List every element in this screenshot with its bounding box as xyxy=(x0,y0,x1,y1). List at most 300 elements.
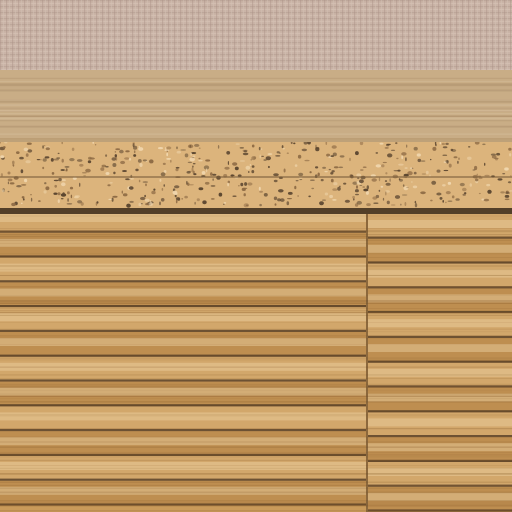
granite-speckle xyxy=(492,155,497,158)
granite-speckle xyxy=(332,188,337,191)
granite-speckle xyxy=(288,192,293,195)
granite-speckle xyxy=(343,183,346,185)
plank-highlight xyxy=(368,270,512,278)
granite-speckle xyxy=(470,183,472,187)
deck-grain-line xyxy=(0,510,512,511)
granite-speckle xyxy=(406,187,409,188)
deck-grain-line xyxy=(0,456,512,457)
granite-speckle xyxy=(444,170,449,171)
granite-speckle xyxy=(298,173,303,176)
granite-speckle xyxy=(406,145,407,148)
granite-speckle xyxy=(357,201,362,205)
granite-speckle xyxy=(413,186,417,189)
granite-speckle xyxy=(324,171,327,172)
granite-speckle xyxy=(72,148,75,151)
deck-grain-line xyxy=(0,286,512,287)
wood-grain-line xyxy=(0,90,512,92)
plank-groove xyxy=(0,404,366,406)
granite-speckle xyxy=(27,143,32,145)
granite-speckle xyxy=(484,199,489,202)
granite-speckle xyxy=(390,178,391,182)
granite-speckle xyxy=(65,166,70,168)
granite-speckle xyxy=(318,173,320,177)
plank-highlight xyxy=(368,319,512,327)
granite-speckle xyxy=(190,153,192,156)
granite-speckle xyxy=(219,193,223,197)
granite-speckle xyxy=(0,155,4,158)
granite-speckle xyxy=(79,183,80,187)
granite-speckle xyxy=(334,166,339,168)
deck-grain-line xyxy=(0,216,512,217)
granite-speckle xyxy=(311,188,314,189)
deck-grain-line xyxy=(0,428,512,429)
plank-seam xyxy=(366,214,368,512)
granite-speckle xyxy=(445,160,448,163)
deck-grain-line xyxy=(0,485,512,486)
granite-speckle xyxy=(405,202,407,206)
granite-speckle xyxy=(436,193,441,196)
granite-speckle xyxy=(379,190,381,192)
deck-grain-line xyxy=(0,329,512,330)
granite-speckle xyxy=(61,198,64,199)
granite-speckle xyxy=(337,187,341,191)
deck-grain-line xyxy=(0,454,512,455)
granite-speckle xyxy=(126,204,131,208)
deck-grain-line xyxy=(0,396,512,397)
granite-speckle xyxy=(129,186,134,190)
plank-highlight xyxy=(368,245,512,253)
granite-speckle xyxy=(8,179,13,182)
granite-speckle xyxy=(246,166,251,170)
deck-grain-line xyxy=(0,488,512,489)
plank-groove xyxy=(368,410,512,412)
granite-speckle xyxy=(322,167,326,169)
granite-speckle xyxy=(192,166,194,168)
granite-speckle xyxy=(42,145,44,149)
granite-speckle xyxy=(243,153,249,156)
granite-speckle xyxy=(275,203,277,206)
granite-speckle xyxy=(315,166,318,168)
deck-grain-line xyxy=(0,257,512,258)
granite-speckle xyxy=(11,203,16,206)
granite-speckle xyxy=(251,159,252,160)
granite-speckle xyxy=(176,146,178,149)
granite-speckle xyxy=(240,183,243,186)
granite-speckle xyxy=(372,196,377,199)
granite-speckle xyxy=(69,158,74,161)
granite-speckle xyxy=(467,157,472,160)
granite-speckle xyxy=(211,185,216,186)
granite-speckle xyxy=(66,168,68,171)
wood-grain-line xyxy=(0,104,512,106)
granite-speckle xyxy=(448,182,451,185)
granite-speckle xyxy=(61,182,66,186)
deck-grain-line xyxy=(0,481,512,482)
granite-speckle xyxy=(297,195,298,197)
wood-grain-line xyxy=(0,126,512,127)
wood-grain-line xyxy=(0,119,512,120)
granite-speckle xyxy=(43,158,47,161)
granite-speckle xyxy=(244,193,246,196)
plank-highlight xyxy=(0,437,366,445)
deck-grain-line xyxy=(0,415,512,416)
granite-speckle xyxy=(264,193,268,197)
granite-speckle xyxy=(163,163,166,165)
granite-speckle xyxy=(502,173,505,174)
granite-speckle xyxy=(61,169,65,171)
granite-speckle xyxy=(387,153,392,157)
granite-speckle xyxy=(52,172,55,175)
plank-highlight xyxy=(368,493,512,501)
granite-speckle xyxy=(235,167,239,171)
granite-speckle xyxy=(363,166,367,168)
granite-speckle xyxy=(504,167,509,170)
granite-speckle xyxy=(308,196,311,198)
granite-speckle xyxy=(129,201,133,203)
granite-speckle xyxy=(44,190,47,193)
granite-speckle xyxy=(112,196,117,198)
granite-speckle xyxy=(123,193,128,196)
granite-speckle xyxy=(181,198,183,199)
granite-speckle xyxy=(211,198,215,200)
granite-speckle xyxy=(331,170,334,172)
granite-speckle xyxy=(138,159,142,163)
granite-speckle xyxy=(259,187,261,191)
granite-speckle xyxy=(8,191,10,192)
granite-speckle xyxy=(236,143,240,144)
granite-speckle xyxy=(261,156,264,157)
wood-grain-line xyxy=(0,113,512,115)
granite-speckle xyxy=(319,201,324,205)
deck-grain-line xyxy=(0,500,512,501)
plank-groove xyxy=(0,305,366,307)
plank-highlight xyxy=(368,369,512,377)
granite-speckle xyxy=(386,144,391,145)
deck-grain-line xyxy=(0,301,512,302)
wood-grain-line xyxy=(0,110,512,112)
granite-speckle xyxy=(294,186,296,190)
granite-speckle xyxy=(496,153,500,156)
granite-speckle xyxy=(140,197,145,200)
granite-speckle xyxy=(164,150,169,152)
granite-speckle xyxy=(401,155,403,159)
deck-grain-line xyxy=(0,266,512,267)
wood-grain-line xyxy=(0,88,512,89)
granite-speckle xyxy=(19,157,24,160)
granite-speckle xyxy=(432,147,436,151)
light-wood-svg xyxy=(0,70,512,142)
deck-grain-line xyxy=(0,505,512,506)
granite-speckle xyxy=(70,187,73,190)
granite-speckle xyxy=(62,192,65,196)
granite-speckle xyxy=(138,203,141,207)
wood-grain-line xyxy=(0,99,512,101)
plank-highlight xyxy=(368,418,512,426)
granite-speckle xyxy=(150,200,151,202)
granite-speckle xyxy=(329,195,333,198)
granite-speckle xyxy=(185,153,189,157)
granite-speckle xyxy=(138,147,143,151)
wood-grain-line xyxy=(0,85,512,87)
granite-speckle xyxy=(415,203,417,207)
granite-speckle xyxy=(402,195,407,196)
granite-speckle xyxy=(194,144,199,147)
deck-grain-line xyxy=(0,452,512,453)
granite-speckle xyxy=(383,162,387,163)
granite-speckle xyxy=(332,145,337,149)
granite-speckle xyxy=(24,148,29,152)
granite-speckle xyxy=(505,195,510,198)
granite-speckle xyxy=(30,194,32,195)
deck-grain-line xyxy=(0,315,512,316)
granite-speckle xyxy=(145,183,147,186)
deck-grain-line xyxy=(0,310,512,311)
granite-speckle xyxy=(174,185,179,188)
granite-speckle xyxy=(339,186,341,187)
plank-groove xyxy=(0,429,366,431)
granite-speckle xyxy=(356,185,358,189)
granite-speckle xyxy=(79,164,83,167)
granite-speckle xyxy=(394,170,399,171)
granite-speckle xyxy=(159,202,161,206)
plank-groove xyxy=(0,379,366,381)
plank-groove xyxy=(0,355,366,357)
deck-grain-line xyxy=(0,275,512,276)
granite-speckle xyxy=(112,198,114,202)
granite-speckle xyxy=(54,159,59,161)
granite-speckle xyxy=(21,169,24,173)
granite-speckle xyxy=(58,178,62,181)
granite-speckle xyxy=(151,191,155,195)
granite-speckle xyxy=(440,197,443,200)
granite-speckle xyxy=(193,173,196,175)
granite-speckle xyxy=(435,144,437,147)
granite-speckle xyxy=(88,160,91,163)
granite-speckle xyxy=(404,186,409,190)
granite-speckle xyxy=(295,164,298,167)
granite-speckle xyxy=(452,195,455,198)
granite-speckle xyxy=(457,161,459,164)
wood-decking-texture xyxy=(0,214,512,512)
deck-grain-line xyxy=(0,253,512,254)
granite-speckle xyxy=(360,169,364,171)
granite-speckle xyxy=(277,151,280,153)
granite-speckle xyxy=(349,158,351,161)
granite-speckle xyxy=(414,172,417,175)
granite-speckle xyxy=(240,160,245,161)
deck-grain-line xyxy=(0,367,512,368)
granite-speckle xyxy=(398,164,403,166)
granite-speckle xyxy=(468,146,470,147)
granite-speckle xyxy=(463,194,466,196)
granite-speckle xyxy=(442,143,445,145)
granite-speckle xyxy=(82,172,87,174)
granite-speckle xyxy=(129,178,134,180)
deck-grain-line xyxy=(0,332,512,333)
granite-speckle xyxy=(24,179,27,183)
granite-speckle xyxy=(218,145,219,149)
wood-grain-line xyxy=(0,118,512,120)
granite-speckle xyxy=(395,195,400,199)
granite-speckle xyxy=(21,184,26,186)
granite-speckle xyxy=(373,203,378,204)
deck-grain-line xyxy=(0,442,512,443)
granite-texture xyxy=(0,142,512,214)
granite-speckle xyxy=(45,186,49,190)
granite-speckle xyxy=(62,179,66,181)
deck-grain-line xyxy=(0,504,512,505)
granite-speckle xyxy=(31,198,32,202)
granite-speckle xyxy=(261,148,263,150)
granite-speckle xyxy=(205,182,210,185)
granite-speckle xyxy=(161,172,166,176)
granite-speckle xyxy=(8,181,9,184)
granite-speckle xyxy=(298,155,301,159)
granite-speckle xyxy=(380,143,384,145)
granite-speckle xyxy=(106,172,110,175)
granite-speckle xyxy=(259,147,261,150)
granite-speckle xyxy=(145,203,149,205)
granite-speckle xyxy=(304,160,309,162)
granite-speckle xyxy=(385,180,387,181)
granite-speckle xyxy=(396,158,398,159)
granite-speckle xyxy=(431,181,436,185)
granite-speckle xyxy=(321,179,324,181)
granite-speckle xyxy=(442,155,447,156)
granite-speckle xyxy=(345,200,350,203)
granite-speckle xyxy=(359,185,362,186)
deck-grain-line xyxy=(0,387,512,388)
granite-speckle xyxy=(176,167,180,169)
wood-grain-line xyxy=(0,78,512,79)
granite-speckle xyxy=(90,157,95,159)
granite-speckle xyxy=(8,172,11,175)
decking-planks xyxy=(0,214,512,512)
granite-speckle xyxy=(474,166,477,170)
deck-grain-line xyxy=(0,455,512,456)
granite-speckle xyxy=(122,191,123,194)
granite-speckle xyxy=(119,150,124,154)
granite-speckle xyxy=(100,167,104,171)
granite-speckle xyxy=(310,180,315,181)
deck-grain-line xyxy=(0,230,512,231)
granite-speckle xyxy=(198,158,200,160)
plank-highlight xyxy=(368,220,512,228)
granite-speckle xyxy=(224,167,229,170)
granite-speckle xyxy=(332,199,336,201)
granite-speckle xyxy=(115,154,117,157)
granite-speckle xyxy=(418,159,422,162)
granite-speckle xyxy=(487,190,491,194)
granite-speckle xyxy=(325,193,328,196)
granite-speckle xyxy=(391,204,396,205)
granite-speckle xyxy=(164,184,165,187)
granite-speckle xyxy=(199,148,201,149)
granite-speckle xyxy=(175,168,178,171)
granite-speckle xyxy=(113,172,115,175)
granite-speckle xyxy=(67,203,73,204)
granite-speckle xyxy=(115,151,117,153)
granite-speckle xyxy=(45,156,50,158)
granite-speckle xyxy=(458,157,460,160)
deck-grain-line xyxy=(0,228,512,229)
granite-speckle xyxy=(263,159,266,161)
granite-speckle xyxy=(414,147,418,151)
plank-highlight xyxy=(368,344,512,352)
deck-grain-line xyxy=(0,398,512,399)
granite-speckle xyxy=(198,160,202,162)
granite-speckle xyxy=(177,151,181,154)
granite-speckle xyxy=(58,199,60,203)
granite-speckle xyxy=(250,164,252,166)
granite-speckle xyxy=(505,192,510,194)
granite-speckle xyxy=(23,198,25,200)
deck-grain-line xyxy=(0,236,512,237)
granite-speckle xyxy=(213,178,214,181)
granite-speckle xyxy=(244,150,248,152)
granite-speckle xyxy=(112,163,116,167)
granite-speckle xyxy=(339,167,344,169)
granite-speckle xyxy=(437,170,441,173)
deck-grain-line xyxy=(0,300,512,301)
granite-speckle xyxy=(134,150,136,153)
deck-grain-line xyxy=(0,446,512,447)
deck-grain-line xyxy=(0,296,512,297)
granite-speckle xyxy=(53,193,57,195)
granite-speckle xyxy=(22,196,25,198)
granite-speckle xyxy=(405,157,407,161)
granite-speckle xyxy=(174,193,178,195)
deck-grain-line xyxy=(0,360,512,361)
granite-speckle xyxy=(120,161,125,164)
granite-speckle xyxy=(188,144,193,148)
deck-grain-line xyxy=(0,308,512,309)
granite-speckle xyxy=(188,184,194,185)
granite-speckle xyxy=(329,169,331,170)
granite-speckle xyxy=(395,142,397,144)
granite-speckle xyxy=(243,188,247,189)
deck-grain-line xyxy=(0,390,512,391)
plank-highlight xyxy=(0,264,366,272)
granite-speckle xyxy=(287,153,289,154)
granite-speckle xyxy=(442,184,446,186)
granite-speckle xyxy=(322,200,326,201)
granite-speckle xyxy=(376,152,379,153)
granite-speckle xyxy=(451,149,454,151)
granite-speckle xyxy=(353,198,355,200)
granite-speckle xyxy=(302,149,307,152)
wood-grain-line xyxy=(0,101,512,102)
granite-speckle xyxy=(170,160,172,163)
deck-grain-line xyxy=(0,468,512,469)
granite-speckle xyxy=(387,201,390,205)
granite-speckle xyxy=(455,198,459,201)
deck-grain-line xyxy=(0,270,512,271)
granite-speckle xyxy=(410,167,412,169)
granite-speckle xyxy=(293,143,295,145)
deck-grain-line xyxy=(0,482,512,483)
granite-speckle xyxy=(430,159,431,160)
granite-speckle xyxy=(296,180,299,181)
granite-speckle xyxy=(274,180,278,182)
granite-speckle xyxy=(326,154,330,157)
deck-grain-line xyxy=(0,460,512,461)
granite-speckle xyxy=(246,205,249,206)
granite-speckle xyxy=(381,186,384,188)
granite-speckle xyxy=(385,147,389,149)
granite-speckle xyxy=(421,160,426,161)
granite-speckle xyxy=(333,182,337,185)
